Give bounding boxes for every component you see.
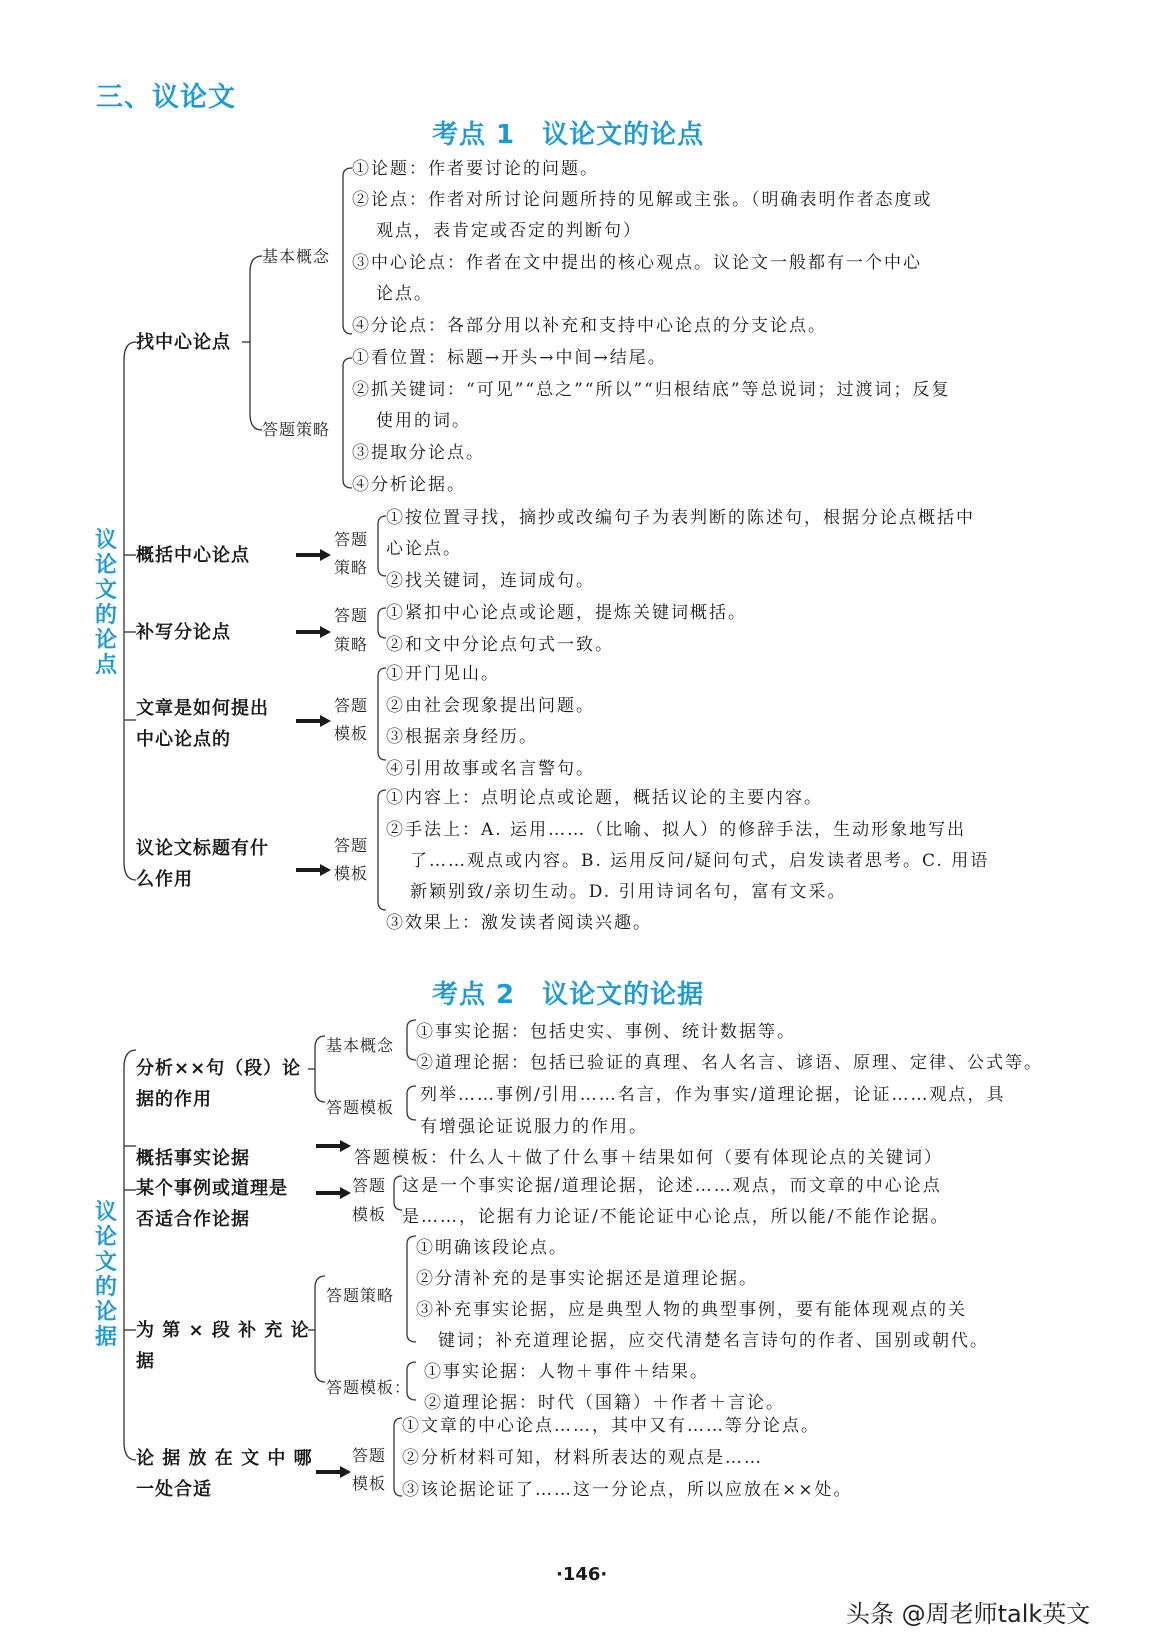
- list-item: 观点，表肯定或否定的判断句）: [376, 221, 642, 241]
- watermark: 头条 @周老师talk英文: [846, 1600, 1091, 1628]
- tag-line1: 答题: [334, 606, 369, 625]
- list-item: ②找关键词，连词成句。: [386, 571, 595, 591]
- label-basic-concept: 基本概念: [326, 1036, 395, 1055]
- node-how-raise-line2: 中心论点的: [136, 729, 231, 750]
- list-item: ①紧扣中心论点或论题，提炼关键词概括。: [386, 603, 747, 623]
- tag-line2: 模板: [334, 724, 369, 743]
- tag-line2: 模板: [334, 864, 369, 883]
- list-item: 这是一个事实论据/道理论据，论述……观点，而文章的中心论点: [402, 1176, 942, 1196]
- list-item: ②论点：作者对所讨论问题所持的见解或主张。（明确表明作者态度或: [352, 190, 933, 210]
- tag-line2: 模板: [352, 1205, 387, 1224]
- list-item: ③该论据论证了……这一分论点，所以应放在××处。: [402, 1480, 853, 1500]
- section-title: 三、议论文: [96, 82, 236, 113]
- tag-line2: 策略: [334, 635, 369, 654]
- list-item: ①内容上：点明论点或论题，概括议论的主要内容。: [386, 788, 823, 808]
- list-item: 使用的词。: [376, 411, 471, 431]
- tag-line1: 答题: [334, 836, 369, 855]
- page-number: ·146·: [556, 1564, 608, 1585]
- list-item: ①按位置寻找，摘抄或改编句子为表判断的陈述句，根据分论点概括中: [386, 508, 975, 528]
- node-title-role-line2: 么作用: [136, 869, 193, 890]
- arrow-icon: [316, 1465, 352, 1479]
- arrow-icon: [316, 1139, 352, 1153]
- node-analyze-line2: 据的作用: [136, 1089, 212, 1110]
- kaodian1-title: 考点 1 议论文的论点: [432, 120, 705, 150]
- list-item: ③根据亲身经历。: [386, 727, 538, 747]
- kaodian2-title: 考点 2 议论文的论据: [432, 980, 705, 1010]
- list-item: ②分清补充的是事实论据还是道理论据。: [416, 1269, 758, 1289]
- list-item: ④分论点：各部分用以补充和支持中心论点的分支论点。: [352, 316, 827, 336]
- kaodian2-root: 议论文的论据: [94, 1200, 119, 1350]
- list-item: ②道理论据：包括已验证的真理、名人名言、谚语、原理、定律、公式等。: [416, 1053, 1043, 1073]
- node-position-line2: 一处合适: [136, 1479, 212, 1500]
- summarize-fact-template: 答题模板：什么人＋做了什么事＋结果如何（要有体现论点的关键词）: [354, 1148, 943, 1168]
- tag-line2: 策略: [334, 558, 369, 577]
- list-item: ①论题：作者要讨论的问题。: [352, 159, 599, 179]
- node-suitable-line2: 否适合作论据: [136, 1209, 250, 1230]
- tag-line1: 答题: [352, 1176, 387, 1195]
- kaodian1-root: 议论文的论点: [94, 528, 119, 678]
- node-supplement-para-line2: 据: [136, 1351, 155, 1372]
- arrow-icon: [296, 714, 332, 728]
- node-supplement: 补写分论点: [136, 622, 231, 643]
- node-title-role-line1: 议论文标题有什: [136, 838, 269, 859]
- list-item: 有增强论证说服力的作用。: [420, 1117, 648, 1137]
- list-item: 列举……事例/引用……名言，作为事实/道理论据，论证……观点，具: [420, 1085, 1006, 1105]
- arrow-icon: [316, 1186, 352, 1200]
- label-template: 答题模板: [326, 1098, 395, 1117]
- list-item: 心论点。: [386, 539, 462, 559]
- list-item: 键词；补充道理论据，应交代清楚名言诗句的作者、国别或朝代。: [438, 1331, 989, 1351]
- tag-line1: 答题: [334, 696, 369, 715]
- list-item: ②和文中分论点句式一致。: [386, 635, 614, 655]
- arrow-icon: [296, 625, 332, 639]
- node-find-center: 找中心论点: [136, 332, 231, 353]
- node-how-raise-line1: 文章是如何提出: [136, 698, 269, 719]
- label-strategy: 答题策略: [262, 420, 331, 439]
- label-template: 答题模板：: [326, 1378, 412, 1397]
- list-item: ③补充事实论据，应是典型人物的典型事例，要有能体现观点的关: [416, 1300, 967, 1320]
- list-item: ②抓关键词：“可见”“总之”“所以”“归根结底”等总说词；过渡词；反复: [352, 380, 951, 400]
- list-item: ①明确该段论点。: [416, 1238, 568, 1258]
- list-item: ③中心论点：作者在文中提出的核心观点。议论文一般都有一个中心: [352, 253, 922, 273]
- node-suitable-line1: 某个事例或道理是: [136, 1178, 288, 1199]
- node-analyze-line1: 分析××句（段）论: [136, 1058, 302, 1079]
- tag-line1: 答题: [334, 530, 369, 549]
- tag-line2: 模板: [352, 1474, 387, 1493]
- list-item: ③提取分论点。: [352, 443, 485, 463]
- node-summarize-center: 概括中心论点: [136, 545, 250, 566]
- node-position-line1: 论 据 放 在 文 中 哪: [136, 1448, 313, 1469]
- label-basic-concept: 基本概念: [262, 247, 331, 266]
- arrow-icon: [296, 863, 332, 877]
- node-supplement-para-line1: 为 第 × 段 补 充 论: [136, 1320, 310, 1341]
- list-item: ②分析材料可知，材料所表达的观点是……: [402, 1448, 763, 1468]
- arrow-icon: [296, 548, 332, 562]
- label-strategy: 答题策略: [326, 1286, 395, 1305]
- list-item: ④分析论据。: [352, 475, 466, 495]
- list-item: ①看位置：标题→开头→中间→结尾。: [352, 348, 667, 368]
- list-item: ③效果上：激发读者阅读兴趣。: [386, 913, 652, 933]
- list-item: 是……，论据有力论证/不能论证中心论点，所以能/不能作论据。: [402, 1207, 950, 1227]
- node-summarize-fact: 概括事实论据: [136, 1148, 250, 1169]
- list-item: ①事实论据：人物＋事件＋结果。: [424, 1362, 709, 1382]
- list-item: ②手法上：A. 运用……（比喻、拟人）的修辞手法，生动形象地写出: [386, 820, 967, 840]
- list-item: 论点。: [376, 284, 433, 304]
- list-item: ①开门见山。: [386, 664, 500, 684]
- list-item: ④引用故事或名言警句。: [386, 759, 595, 779]
- list-item: ①事实论据：包括史实、事例、统计数据等。: [416, 1022, 796, 1042]
- list-item: 新颖别致/亲切生动。D. 引用诗词名句，富有文采。: [410, 882, 847, 902]
- tag-line1: 答题: [352, 1446, 387, 1465]
- list-item: ②由社会现象提出问题。: [386, 696, 595, 716]
- list-item: 了……观点或内容。B. 运用反问/疑问句式，启发读者思考。C. 用语: [410, 851, 990, 871]
- list-item: ①文章的中心论点……，其中又有……等分论点。: [402, 1416, 820, 1436]
- list-item: ②道理论据：时代（国籍）＋作者＋言论。: [424, 1393, 785, 1413]
